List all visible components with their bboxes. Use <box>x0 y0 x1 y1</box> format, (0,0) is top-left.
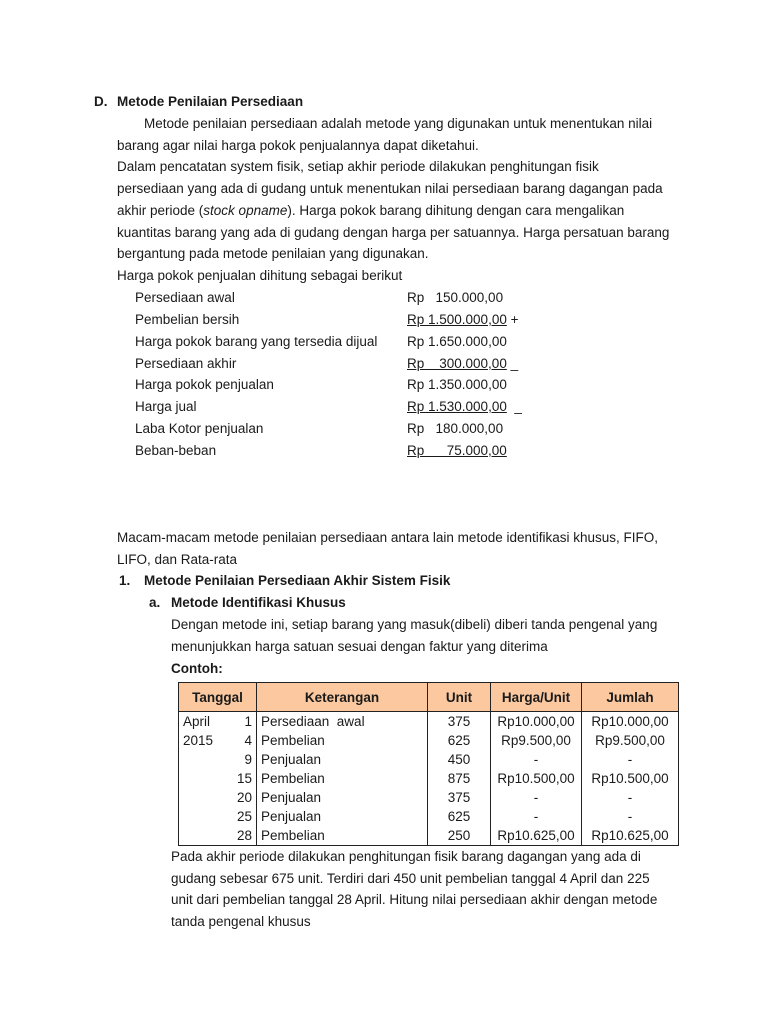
paragraph-2-line-1: Dalam pencatatan system fisik, setiap akhir periode dilakukan penghitungan fisik <box>117 159 599 174</box>
paragraph-1-line-1: Metode penilaian persediaan adalah metode yang digunakan untuk menentukan nilai <box>144 116 653 131</box>
calc-label: Harga pokok barang yang tersedia dijual <box>135 334 378 349</box>
table-row <box>179 788 679 807</box>
methods-intro-line-2: LIFO, dan Rata-rata <box>117 552 238 567</box>
unit-cell: 625 <box>428 807 491 826</box>
stock-opname-term: stock opname <box>203 203 288 218</box>
column-header-tanggal: Tanggal <box>179 683 257 712</box>
paragraph-2-line-5: bergantung pada metode penilaian yang digunakan. <box>117 246 429 261</box>
calc-label: Harga jual <box>135 399 197 414</box>
calc-label: Persediaan awal <box>135 290 235 305</box>
unit-cell: 450 <box>428 750 491 769</box>
table-row <box>179 712 679 732</box>
calc-label: Pembelian bersih <box>135 312 240 327</box>
total-cell: Rp10.500,00 <box>582 769 679 788</box>
calc-label: Harga pokok penjualan <box>135 377 274 392</box>
date-cell: 25 <box>179 807 257 826</box>
calc-intro: Harga pokok penjualan dihitung sebagai berikut <box>117 268 403 283</box>
date-cell: 9 <box>179 750 257 769</box>
subsection-number: 1. <box>119 573 131 588</box>
total-cell: - <box>582 807 679 826</box>
inventory-table <box>178 682 679 846</box>
total-cell: Rp10.625,00 <box>582 826 679 846</box>
description-cell: Penjualan <box>257 750 428 769</box>
paragraph-1-line-2: barang agar nilai harga pokok penjualannya dapat diketahui. <box>117 138 479 153</box>
calc-label: Persediaan akhir <box>135 356 237 371</box>
paragraph-2-line-2: persediaan yang ada di gudang untuk menentukan nilai persediaan barang dagangan pada <box>117 181 663 196</box>
section-title: Metode Penilaian Persediaan <box>117 94 304 109</box>
column-header-unit: Unit <box>428 683 491 712</box>
method-desc-line-1: Dengan metode ini, setiap barang yang masuk(dibeli) diberi tanda pengenal yang <box>171 617 658 632</box>
total-cell: Rp10.000,00 <box>582 712 679 732</box>
calc-value: Rp 180.000,00 <box>407 421 504 436</box>
calc-value: Rp 1.500.000,00 + <box>407 312 519 327</box>
price-cell: - <box>491 750 582 769</box>
table-row <box>179 807 679 826</box>
total-cell: - <box>582 788 679 807</box>
method-desc-line-2: menunjukkan harga satuan sesuai dengan faktur yang diterima <box>171 639 548 654</box>
description-cell: Pembelian <box>257 769 428 788</box>
date-cell: 2015 4 <box>179 731 257 750</box>
unit-cell: 375 <box>428 712 491 732</box>
calc-value: Rp 150.000,00 <box>407 290 504 305</box>
date-cell: April 1 <box>179 712 257 732</box>
date-cell: 28 <box>179 826 257 846</box>
subsection-title: Metode Penilaian Persediaan Akhir Sistem Fisik <box>144 573 451 588</box>
paragraph-2-line-3-before: akhir periode ( <box>117 203 204 218</box>
description-cell: Pembelian <box>257 826 428 846</box>
price-cell: - <box>491 788 582 807</box>
subsubsection-letter: a. <box>149 595 161 610</box>
unit-cell: 625 <box>428 731 491 750</box>
unit-cell: 375 <box>428 788 491 807</box>
table-row <box>179 731 679 750</box>
paragraph-2-line-3-after: ). Harga pokok barang dihitung dengan cara mengalikan <box>287 203 625 218</box>
paragraph-2-line-4: kuantitas barang yang ada di gudang dengan harga per satuannya. Harga persatuan barang <box>117 225 670 240</box>
calc-value: Rp 1.650.000,00 <box>407 334 507 349</box>
calc-value: Rp 1.350.000,00 <box>407 377 507 392</box>
price-cell: - <box>491 807 582 826</box>
exercise-line-1: Pada akhir periode dilakukan penghitungan fisik barang dagangan yang ada di <box>171 849 641 864</box>
calc-value: Rp 75.000,00 <box>407 443 507 458</box>
price-cell: Rp10.500,00 <box>491 769 582 788</box>
methods-intro-line-1: Macam-macam metode penilaian persediaan antara lain metode identifikasi khusus, FIFO, <box>117 530 659 545</box>
description-cell: Pembelian <box>257 731 428 750</box>
unit-cell: 250 <box>428 826 491 846</box>
description-cell: Persediaan awal <box>257 712 428 732</box>
calc-value: Rp 1.530.000,00 _ <box>407 399 522 414</box>
description-cell: Penjualan <box>257 807 428 826</box>
table-row <box>179 826 679 846</box>
price-cell: Rp10.625,00 <box>491 826 582 846</box>
price-cell: Rp10.000,00 <box>491 712 582 732</box>
calc-value: Rp 300.000,00 _ <box>407 356 519 371</box>
column-header-harga-unit: Harga/Unit <box>491 683 582 712</box>
column-header-jumlah: Jumlah <box>582 683 679 712</box>
exercise-line-3: unit dari pembelian tanggal 28 April. Hitung nilai persediaan akhir dengan metode <box>171 892 658 907</box>
unit-cell: 875 <box>428 769 491 788</box>
date-cell: 15 <box>179 769 257 788</box>
column-header-keterangan: Keterangan <box>257 683 428 712</box>
example-label: Contoh: <box>171 661 223 676</box>
total-cell: Rp9.500,00 <box>582 731 679 750</box>
date-cell: 20 <box>179 788 257 807</box>
subsubsection-title: Metode Identifikasi Khusus <box>171 595 346 610</box>
description-cell: Penjualan <box>257 788 428 807</box>
price-cell: Rp9.500,00 <box>491 731 582 750</box>
table-row <box>179 750 679 769</box>
section-letter: D. <box>94 94 108 109</box>
table-header-row <box>179 683 679 712</box>
exercise-line-2: gudang sebesar 675 unit. Terdiri dari 450 unit pembelian tanggal 4 April dan 225 <box>171 871 650 886</box>
total-cell: - <box>582 750 679 769</box>
exercise-line-4: tanda pengenal khusus <box>171 914 311 929</box>
table-row <box>179 769 679 788</box>
paragraph-2-line-3 <box>117 203 624 218</box>
calc-label: Laba Kotor penjualan <box>135 421 264 436</box>
calc-label: Beban-beban <box>135 443 217 458</box>
